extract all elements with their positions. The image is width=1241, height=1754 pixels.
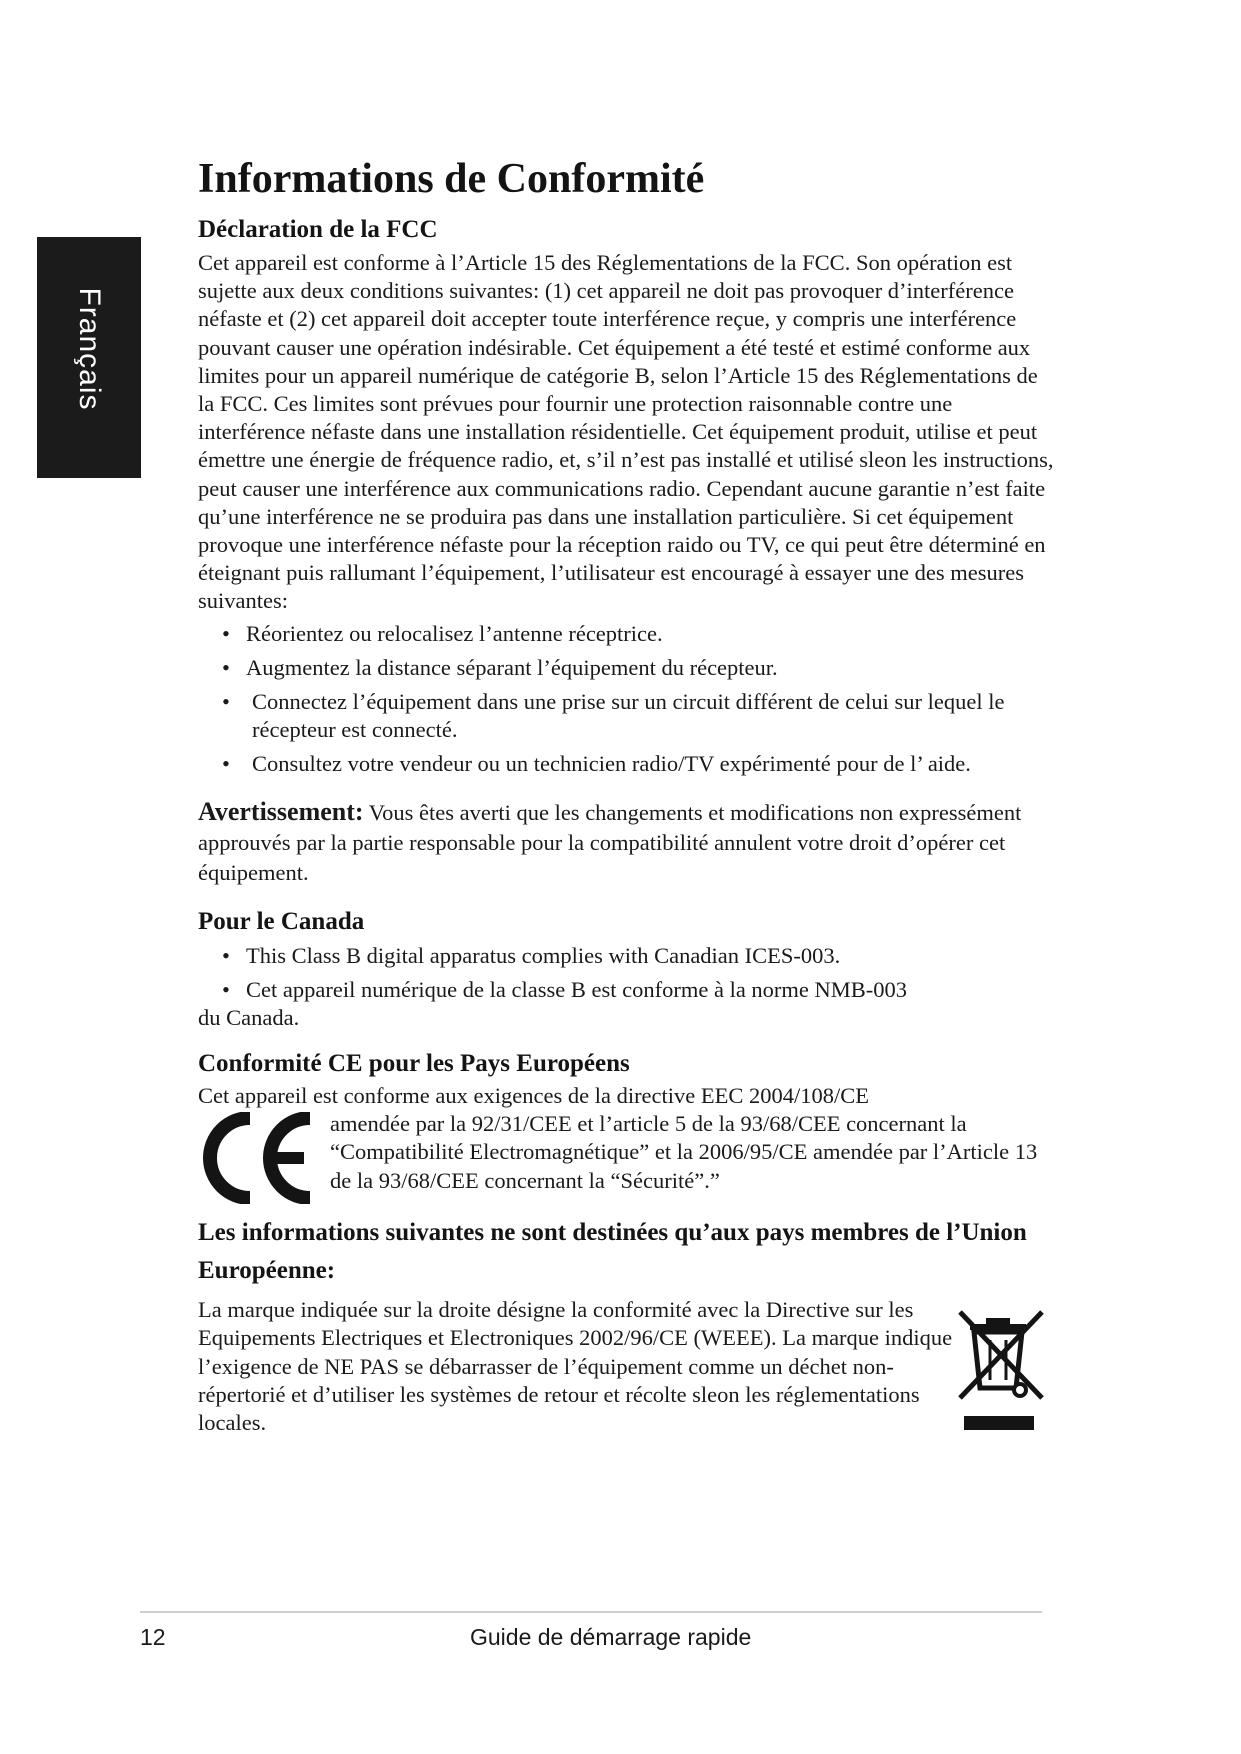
ce-text: amendée par la 92/31/CEE et l’article 5 de la 93/68/CEE concernant la “Compatibilité Electromagnétique” et la 2006/95/CE amendée par l’Article 13 de la 93/68/CEE concernant la “Sécurité”.” bbox=[330, 1111, 1038, 1193]
bullet-icon: • bbox=[222, 620, 230, 646]
fcc-measures-list bbox=[198, 620, 1056, 779]
ce-heading: Conformité CE pour les Pays Européens bbox=[198, 1050, 630, 1078]
page-number: 12 bbox=[140, 1624, 166, 1650]
list-item-inner bbox=[198, 976, 1056, 1004]
list-item bbox=[198, 688, 1056, 744]
list-item bbox=[198, 976, 1056, 1032]
bullet-icon: • bbox=[222, 942, 230, 968]
language-tab bbox=[37, 237, 141, 478]
list-item bbox=[198, 942, 1056, 970]
ce-first-line: Cet appareil est conforme aux exigences de la directive EEC 2004/108/CE bbox=[198, 1083, 870, 1109]
footer-title: Guide de démarrage rapide bbox=[470, 1624, 752, 1650]
warning-text: Vous êtes averti que les changements et modifications non expressément approuvés par la partie responsable pour la compatibilité annulent votre droit d’opérer cet équipement. bbox=[198, 799, 1022, 885]
bullet-icon: • bbox=[222, 654, 230, 680]
list-item bbox=[198, 620, 1056, 648]
canada-heading: Pour le Canada bbox=[198, 907, 365, 935]
page-title: Informations de Conformité bbox=[198, 156, 705, 202]
weee-text: La marque indiquée sur la droite désigne la conformité avec la Directive sur les Equipements Electriques et Electroniques 2002/96/CE (WEEE). La marque indique l’exigence de NE PAS se débarrasser de l’équipement comme un déchet non-répertorié et d’utiliser les systèmes de retour et récolte sleon les réglementations locales. bbox=[198, 1297, 953, 1436]
warning-label: Avertissement: bbox=[198, 796, 364, 826]
weee-block bbox=[198, 1296, 1056, 1436]
bullet-icon: • bbox=[222, 751, 230, 777]
fcc-heading: Déclaration de la FCC bbox=[198, 216, 438, 243]
eu-heading: Les informations suivantes ne sont destinées qu’aux pays membres de l’Union Européenne: bbox=[198, 1219, 1027, 1285]
list-item-text: Connectez l’équipement dans une prise sur un circuit différent de celui sur lequel le récepteur est connecté. bbox=[252, 689, 1005, 743]
warning-paragraph bbox=[198, 797, 1056, 888]
fcc-paragraph: Cet appareil est conforme à l’Article 15 des Réglementations de la FCC. Son opération est sujette aux deux conditions suivantes: (1) cet appareil ne doit pas provoquer d’interférence néfaste et (2) cet appareil doit accepter toute interférence reçue, y compris une interférence pouvant causer une opération indésirable. Cet équipement a été testé et estimé conforme aux limites pour un appareil numérique de catégorie B, selon l’Article 15 des Réglementations de la FCC. Ces limites sont prévues pour fournir une protection raisonnable contre une interférence néfaste dans une installation résidentielle. Cet équipement produit, utilise et peut émettre une énergie de fréquence radio, et, s’il n’est pas installé et utilisé sleon les instructions, peut causer une interférence aux communications radio. Cependant aucune garantie n’est faite qu’une interférence ne se produira pas dans une installation particulière. Si cet équipement provoque une interférence néfaste pour la réception raido ou TV, ce qui peut être déterminé en éteignant puis rallumant l’équipement, l’utilisateur est encouragé à essayer une des mesures suivantes: bbox=[198, 250, 1054, 614]
ce-mark-icon bbox=[198, 1112, 316, 1204]
page-content bbox=[198, 152, 1056, 1436]
list-item-text: Cet appareil numérique de la classe B est conforme à la norme NMB-003 bbox=[246, 976, 908, 1002]
footer-divider bbox=[140, 1611, 1042, 1613]
list-item-text: Consultez votre vendeur ou un technicien radio/TV expérimenté pour de l’ aide. bbox=[252, 751, 971, 777]
bullet-icon: • bbox=[222, 976, 230, 1002]
list-item-tail: du Canada. bbox=[198, 1005, 300, 1031]
list-item-text: Réorientez ou relocalisez l’antenne réceptrice. bbox=[246, 620, 663, 646]
ce-block bbox=[198, 1082, 1056, 1200]
bullet-icon: • bbox=[222, 689, 230, 715]
canada-list bbox=[198, 942, 1056, 1033]
list-item bbox=[198, 750, 1056, 778]
list-item-text: This Class B digital apparatus complies with Canadian ICES-003. bbox=[246, 942, 841, 968]
list-item bbox=[198, 654, 1056, 682]
crossed-bin-icon bbox=[956, 1308, 1048, 1432]
language-tab-label: Français bbox=[73, 287, 106, 411]
list-item-text: Augmentez la distance séparant l’équipement du récepteur. bbox=[246, 654, 778, 680]
